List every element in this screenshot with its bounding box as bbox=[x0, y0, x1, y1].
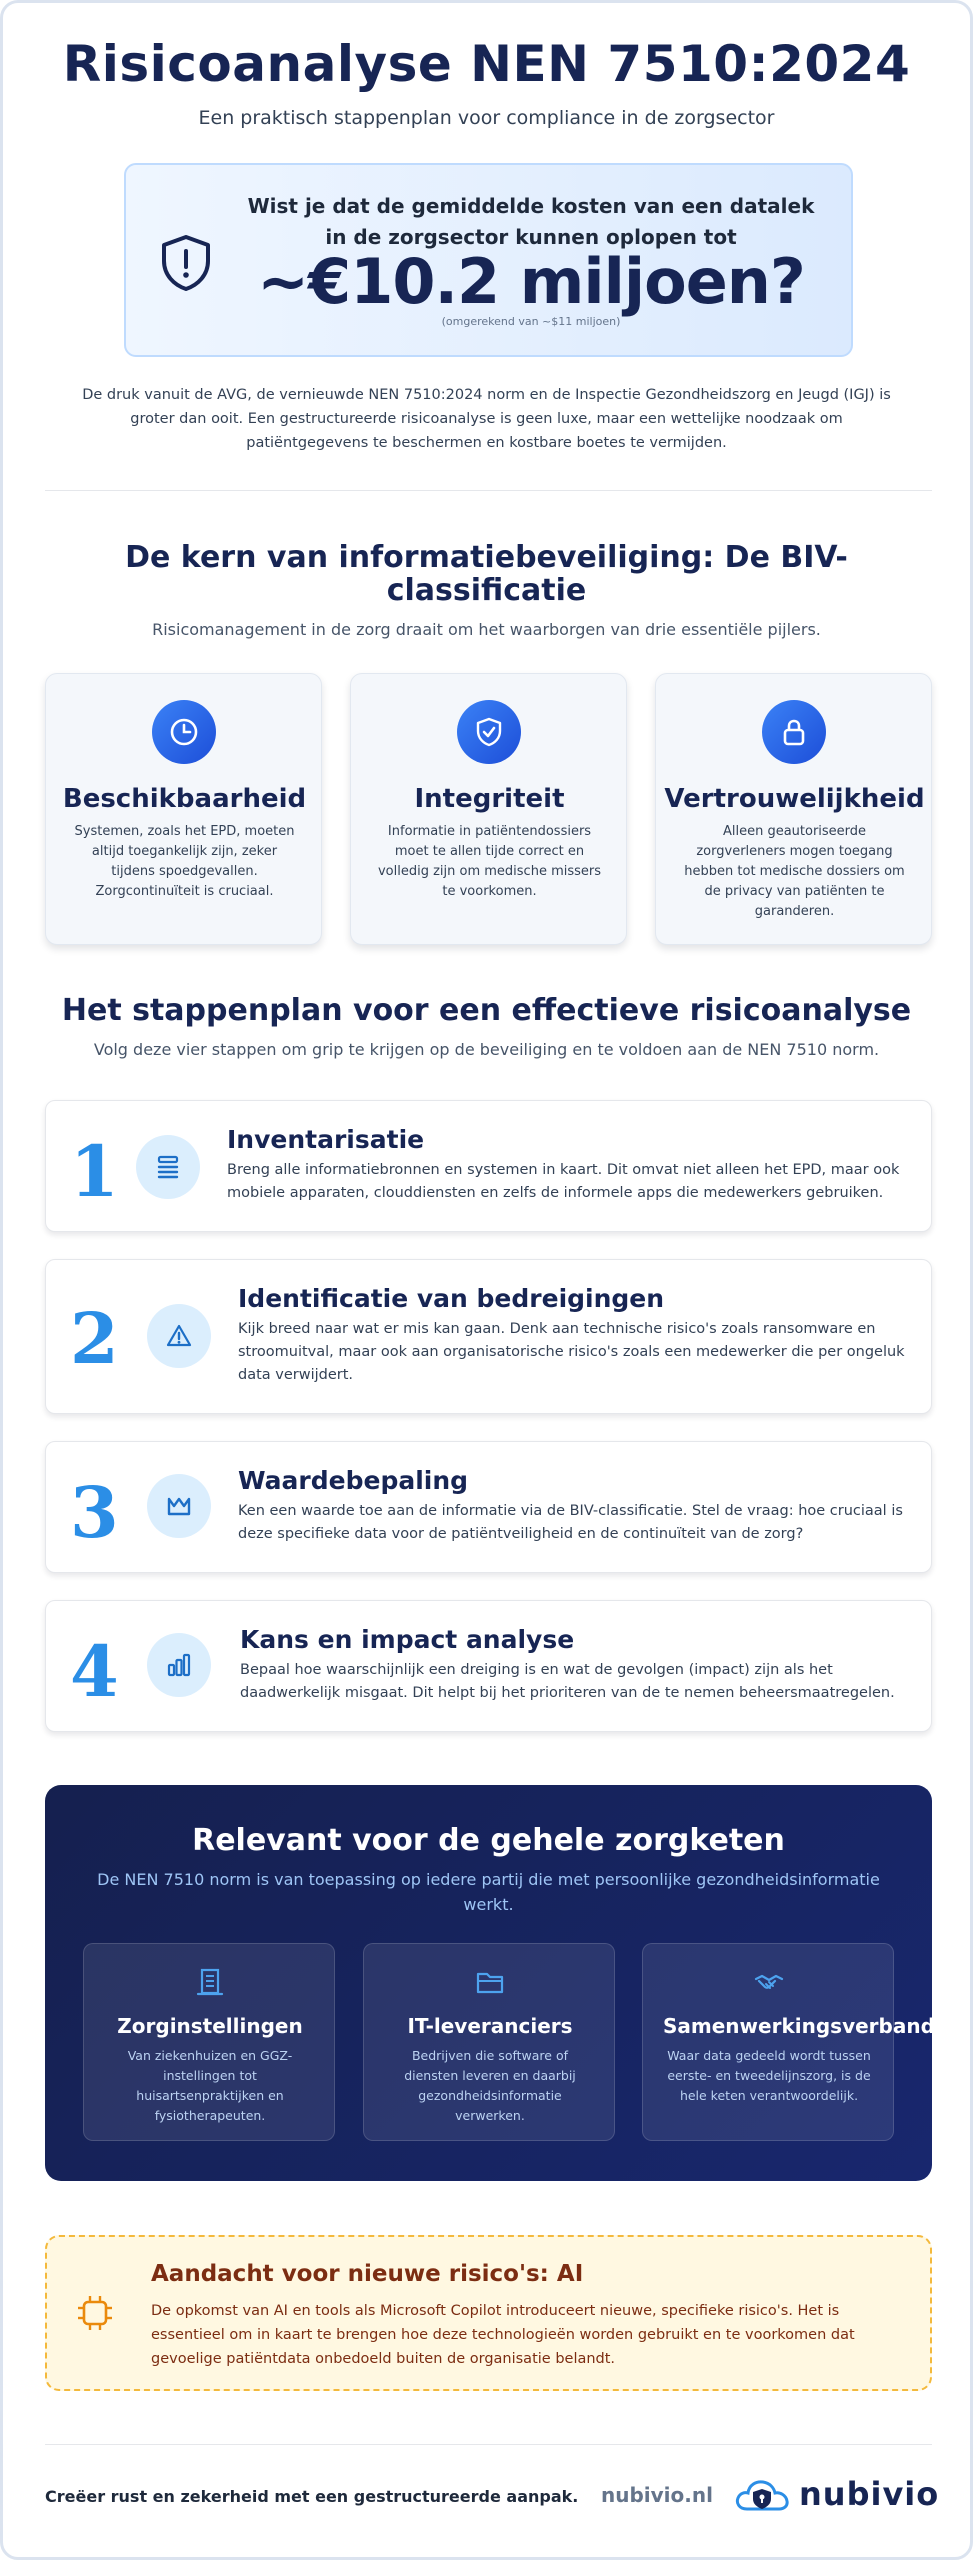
biv-card-title: Vertrouwelijkheid bbox=[664, 784, 925, 814]
footer-divider bbox=[45, 2444, 932, 2445]
step-title: Identificatie van bedreigingen bbox=[238, 1284, 665, 1313]
step-card-2 bbox=[45, 1259, 932, 1414]
step-number: 2 bbox=[70, 1297, 119, 1380]
cost-fact-box bbox=[124, 163, 853, 357]
steps-section-title: Het stappenplan voor een effectieve risicoanalyse bbox=[61, 993, 912, 1028]
step-text: Bepaal hoe waarschijnlijk een dreiging is en wat de gevolgen (impact) zijn als het daadwerkelijk misgaat. Dit helpt bij het prioriteren van de te nemen beheersmaatregelen. bbox=[240, 1662, 895, 1701]
handshake-icon bbox=[753, 1966, 785, 1998]
step-number: 3 bbox=[70, 1471, 119, 1554]
biv-section-subtitle: Risicomanagement in de zorg draait om het waarborgen van drie essentiële pijlers. bbox=[152, 620, 821, 639]
lock-icon bbox=[762, 700, 826, 764]
chip-icon bbox=[75, 2293, 115, 2333]
chain-card-title: IT-leveranciers bbox=[407, 2014, 573, 2038]
biv-card-integriteit bbox=[350, 673, 627, 945]
biv-section-title: De kern van informatiebeveiliging: De BIV-classificatie bbox=[125, 540, 848, 608]
step-card-3 bbox=[45, 1441, 932, 1573]
cloud-shield-icon bbox=[733, 2473, 791, 2517]
fact-amount: ~€10.2 miljoen? bbox=[257, 245, 805, 318]
step-number: 4 bbox=[70, 1630, 119, 1713]
shield-check-icon bbox=[457, 700, 521, 764]
crown-icon bbox=[147, 1474, 211, 1538]
step-number: 1 bbox=[70, 1130, 119, 1213]
chain-card-zorginstellingen bbox=[83, 1943, 335, 2141]
chain-card-samenwerkingsverbanden bbox=[642, 1943, 963, 2141]
step-title: Waardebepaling bbox=[238, 1466, 469, 1495]
ai-risk-text: De opkomst van AI en tools als Microsoft Copilot introduceert nieuwe, specifieke risico's. Het is essentieel om in kaart te brengen hoe deze technologieën worden gebruikt en te voorkomen dat gevoelige patiëntdata onbedoeld buiten de organisatie belandt. bbox=[151, 2303, 855, 2367]
chain-card-it-leveranciers bbox=[363, 1943, 615, 2141]
care-chain-title: Relevant voor de gehele zorgketen bbox=[192, 1823, 785, 1858]
care-chain-subtitle: De NEN 7510 norm is van toepassing op iedere partij die met persoonlijke gezondheidsinformatie werkt. bbox=[97, 1870, 880, 1914]
footer-website-link[interactable]: nubivio.nl bbox=[601, 2483, 713, 2507]
ai-risk-box bbox=[45, 2235, 932, 2391]
fact-question: Wist je dat de gemiddelde kosten van een datalek in de zorgsector kunnen oplopen tot bbox=[247, 194, 815, 249]
list-icon bbox=[136, 1135, 200, 1199]
biv-card-beschikbaarheid bbox=[45, 673, 322, 945]
chain-card-text: Waar data gedeeld wordt tussen eerste- en tweedelijnszorg, is de hele keten verantwoordelijk. bbox=[667, 2048, 871, 2103]
step-title: Inventarisatie bbox=[227, 1125, 425, 1154]
chain-card-text: Van ziekenhuizen en GGZ-instellingen tot huisartsenpraktijken en fysiotherapeuten. bbox=[127, 2048, 293, 2123]
warning-icon bbox=[147, 1304, 211, 1368]
care-chain-block bbox=[45, 1785, 963, 2181]
biv-card-title: Integriteit bbox=[414, 784, 565, 814]
fact-note: (omgerekend van ~$11 miljoen) bbox=[441, 315, 621, 328]
footer-tagline: Creëer rust en zekerheid met een gestructureerde aanpak. bbox=[45, 2487, 579, 2506]
folder-icon bbox=[474, 1966, 506, 1998]
step-title: Kans en impact analyse bbox=[240, 1625, 575, 1654]
chain-card-text: Bedrijven die software of diensten leveren en daarbij gezondheidsinformatie verwerken. bbox=[404, 2048, 576, 2123]
steps-section-subtitle: Volg deze vier stappen om grip te krijgen op de beveiliging en te voldoen aan de NEN 7510 norm. bbox=[93, 1040, 880, 1059]
ai-risk-title: Aandacht voor nieuwe risico's: AI bbox=[151, 2261, 584, 2287]
page-title: Risicoanalyse NEN 7510:2024 bbox=[62, 35, 911, 93]
biv-card-text: Informatie in patiëntendossiers moet te allen tijde correct en volledig zijn om medische missers te voorkomen. bbox=[377, 824, 602, 899]
section-divider bbox=[45, 490, 932, 491]
clock-icon bbox=[152, 700, 216, 764]
building-icon bbox=[194, 1966, 226, 1998]
biv-card-text: Alleen geautoriseerde zorgverleners mogen toegang hebben tot medische dossiers om de privacy van patiënten te garanderen. bbox=[684, 824, 905, 919]
biv-card-text: Systemen, zoals het EPD, moeten altijd toegankelijk zijn, zeker tijdens spoedgevallen. Zorgcontinuïteit is cruciaal. bbox=[74, 824, 295, 899]
biv-card-vertrouwelijkheid bbox=[655, 673, 932, 945]
logo-wordmark: nubivio bbox=[799, 2475, 940, 2513]
step-text: Kijk breed naar wat er mis kan gaan. Denk aan technische risico's zoals ransomware en stroomuitval, maar ook aan organisatorische risico's zoals een medewerker die per ongeluk data verwijdert. bbox=[238, 1321, 905, 1383]
nubivio-logo bbox=[733, 2473, 940, 2517]
step-text: Breng alle informatiebronnen en systemen in kaart. Dit omvat niet alleen het EPD, maar ook mobiele apparaten, clouddiensten en zelfs de informele apps die medewerkers gebruiken. bbox=[227, 1162, 900, 1201]
chain-card-title: Zorginstellingen bbox=[117, 2014, 303, 2038]
biv-card-title: Beschikbaarheid bbox=[62, 784, 307, 814]
intro-text: De druk vanuit de AVG, de vernieuwde NEN 7510:2024 norm en de Inspectie Gezondheidszorg en Jeugd (IGJ) is groter dan ooit. Een gestructureerde risicoanalyse is geen luxe, maar een wettelijke noodzaak om patiëntgegevens te beschermen en kostbare boetes te vermijden. bbox=[82, 387, 891, 451]
bar-chart-icon bbox=[147, 1633, 211, 1697]
step-card-1 bbox=[45, 1100, 932, 1232]
step-text: Ken een waarde toe aan de informatie via de BIV-classificatie. Stel de vraag: hoe cruciaal is deze specifieke data voor de patiëntveiligheid en de continuïteit van de zorg? bbox=[238, 1503, 903, 1542]
step-card-4 bbox=[45, 1600, 932, 1732]
shield-alert-icon bbox=[156, 233, 216, 293]
chain-card-title: Samenwerkingsverbanden bbox=[663, 2014, 963, 2038]
page-subtitle: Een praktisch stappenplan voor compliance in de zorgsector bbox=[198, 107, 775, 129]
